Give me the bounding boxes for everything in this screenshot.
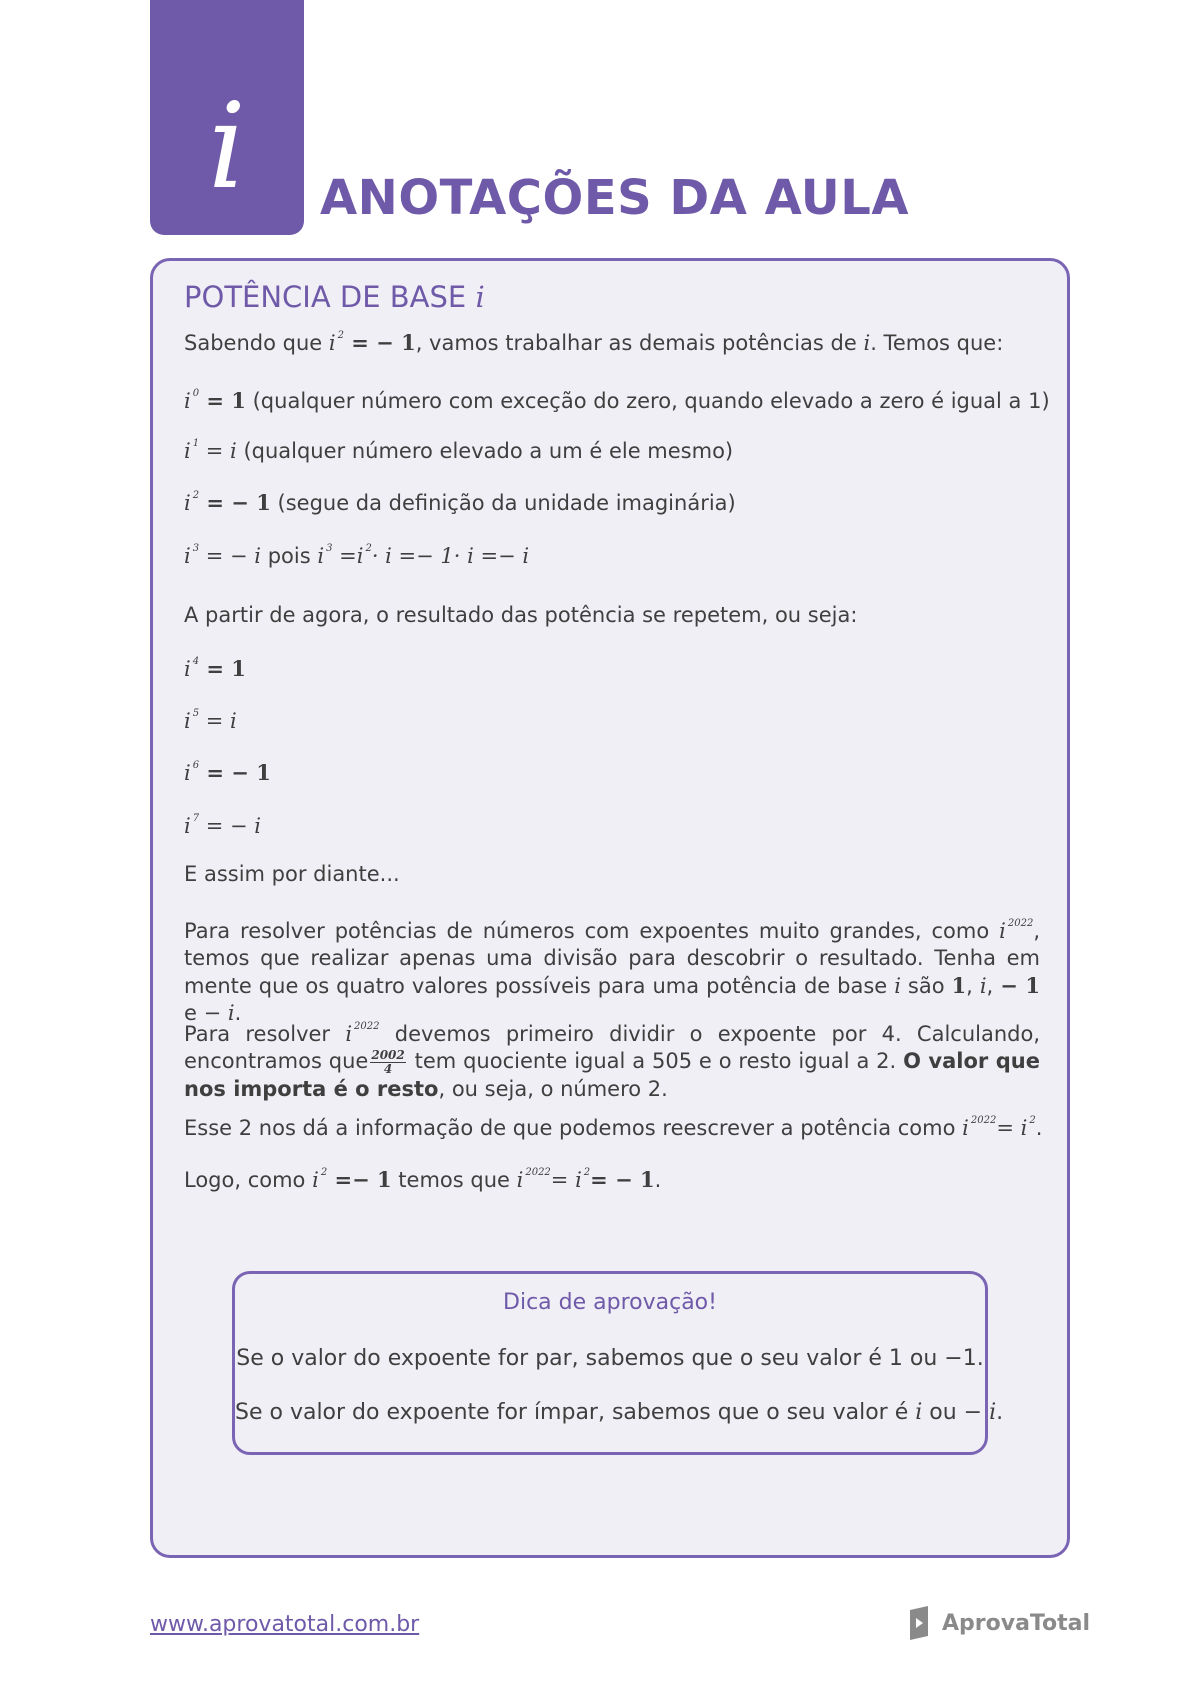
tip-line-odd: Se o valor do expoente for ímpar, sabemos que o seu valor é i ou − i.	[235, 1400, 1004, 1425]
paragraph-division: Para resolver i $^{2022}$ devemos primeiro dividir o expoente por 4. Calculando, encontramos que $\frac{2002}{4}$ tem quociente igual a 505 e o resto igual a 2. O valor que nos importa é o resto, ou seja, o número 2.	[184, 1021, 1040, 1101]
page-title: ANOTAÇÕES DA AULA	[320, 170, 909, 226]
brand-logo	[906, 1604, 1090, 1642]
rule-i2: i $^2$ = − 1 (segue da definição da unidade imaginária)	[184, 490, 736, 515]
imaginary-i-icon: i	[208, 76, 246, 215]
rule-i6: i $^6$ = − 1	[184, 760, 271, 785]
header-tab	[150, 0, 304, 235]
paragraph-rewrite: Esse 2 nos dá a informação de que podemos reescrever a potência como i $^{2022}$= i $^2$.	[184, 1115, 1043, 1140]
tip-box	[232, 1271, 1004, 1455]
intro-line: Sabendo que i $^2$ = − 1, vamos trabalhar as demais potências de i. Temos que:	[184, 330, 1004, 355]
brand-name: AprovaTotal	[942, 1610, 1091, 1636]
rule-i1: i $^1$ = i (qualquer número elevado a um é ele mesmo)	[184, 438, 734, 463]
rule-i3: i $^3$ = − i pois i $^3$ =i $^2$· i =− 1· i =− i	[184, 543, 530, 568]
rule-i5: i $^5$ = i	[184, 708, 237, 733]
section-title: POTÊNCIA DE BASE i	[184, 280, 485, 314]
aprova-total-logo-icon	[906, 1604, 932, 1642]
paragraph-conclusion: Logo, como i $^2$ =− 1 temos que i $^{2022}$= i $^2$= − 1.	[184, 1167, 662, 1192]
website-link[interactable]: www.aprovatotal.com.br	[150, 1612, 420, 1637]
rule-i0: i $^0$ = 1 (qualquer número com exceção do zero, quando elevado a zero é igual a 1)	[184, 388, 1050, 413]
rule-i7: i $^7$ = − i	[184, 813, 262, 838]
paragraph-large-exponents: Para resolver potências de números com expoentes muito grandes, como i $^{2022}$, temos que realizar apenas uma divisão para descobrir o resultado. Tenha em mente que os quatro valores possíveis para uma potência de base i são 1, i, − 1 e − i.	[184, 918, 1041, 1025]
tip-line-even: Se o valor do expoente for par, sabemos que o seu valor é 1 ou −1.	[236, 1346, 984, 1371]
fraction: $\frac{2002}{4}$	[371, 1047, 405, 1076]
tip-title: Dica de aprovação!	[503, 1290, 717, 1315]
repeat-text: A partir de agora, o resultado das potência se repetem, ou seja:	[184, 603, 858, 627]
etc-text: E assim por diante...	[184, 862, 400, 886]
rule-i4: i $^4$ = 1	[184, 656, 246, 681]
